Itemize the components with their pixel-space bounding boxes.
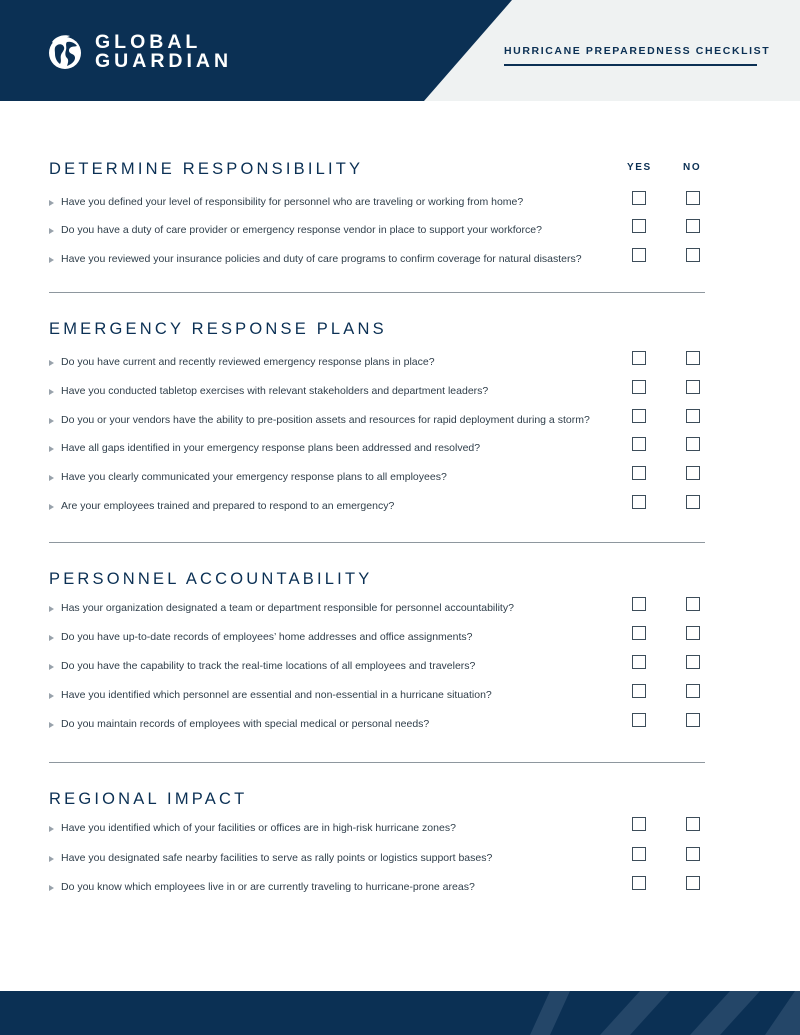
bullet-arrow-icon xyxy=(49,200,54,206)
page-footer xyxy=(0,991,800,1035)
no-checkbox[interactable] xyxy=(686,380,700,394)
no-checkbox[interactable] xyxy=(686,466,700,480)
yes-checkbox[interactable] xyxy=(632,597,646,611)
bullet-arrow-icon xyxy=(49,856,54,862)
question-row xyxy=(49,822,705,842)
no-checkbox[interactable] xyxy=(686,655,700,669)
no-checkbox[interactable] xyxy=(686,626,700,640)
yes-checkbox[interactable] xyxy=(632,191,646,205)
yes-checkbox[interactable] xyxy=(632,713,646,727)
question-row xyxy=(49,414,705,434)
question-text: Have you identified which of your facilities or offices are in high-risk hurricane zones? xyxy=(61,822,456,834)
no-checkbox[interactable] xyxy=(686,597,700,611)
question-row xyxy=(49,253,705,273)
question-text: Do you or your vendors have the ability to pre-position assets and resources for rapid deployment during a storm? xyxy=(61,414,590,426)
bullet-arrow-icon xyxy=(49,885,54,891)
question-row xyxy=(49,602,705,622)
question-text: Have you designated safe nearby facilities to serve as rally points or logistics support bases? xyxy=(61,852,493,864)
no-checkbox[interactable] xyxy=(686,248,700,262)
bullet-arrow-icon xyxy=(49,664,54,670)
no-checkbox[interactable] xyxy=(686,713,700,727)
question-text: Do you have up-to-date records of employees’ home addresses and office assignments? xyxy=(61,631,473,643)
question-text: Have you conducted tabletop exercises with relevant stakeholders and department leaders? xyxy=(61,385,489,397)
question-text: Do you have the capability to track the real-time locations of all employees and travelers? xyxy=(61,660,476,672)
no-checkbox[interactable] xyxy=(686,495,700,509)
no-checkbox[interactable] xyxy=(686,351,700,365)
bullet-arrow-icon xyxy=(49,389,54,395)
question-row xyxy=(49,196,705,216)
question-row xyxy=(49,852,705,872)
question-row xyxy=(49,385,705,405)
yes-checkbox[interactable] xyxy=(632,409,646,423)
footer-stripe xyxy=(765,991,800,1035)
no-checkbox[interactable] xyxy=(686,437,700,451)
no-checkbox[interactable] xyxy=(686,876,700,890)
bullet-arrow-icon xyxy=(49,606,54,612)
yes-checkbox[interactable] xyxy=(632,351,646,365)
page-header xyxy=(0,0,800,101)
no-checkbox[interactable] xyxy=(686,219,700,233)
section-title: PERSONNEL ACCOUNTABILITY xyxy=(49,570,373,588)
brand-name-line2: GUARDIAN xyxy=(95,50,233,72)
no-checkbox[interactable] xyxy=(686,409,700,423)
footer-stripe xyxy=(530,991,570,1035)
bullet-arrow-icon xyxy=(49,475,54,481)
bullet-arrow-icon xyxy=(49,446,54,452)
bullet-arrow-icon xyxy=(49,504,54,510)
section-divider xyxy=(49,292,705,293)
bullet-arrow-icon xyxy=(49,257,54,263)
globe-icon xyxy=(47,32,83,72)
footer-stripe xyxy=(600,991,670,1035)
yes-checkbox[interactable] xyxy=(632,684,646,698)
question-row xyxy=(49,500,705,520)
document-title: HURRICANE PREPAREDNESS CHECKLIST xyxy=(504,45,757,66)
yes-checkbox[interactable] xyxy=(632,876,646,890)
question-text: Are your employees trained and prepared to respond to an emergency? xyxy=(61,500,395,512)
yes-checkbox[interactable] xyxy=(632,219,646,233)
yes-checkbox[interactable] xyxy=(632,626,646,640)
section-title: REGIONAL IMPACT xyxy=(49,790,248,808)
question-text: Have you reviewed your insurance policies and duty of care programs to confirm coverage for natural disasters? xyxy=(61,253,582,265)
no-checkbox[interactable] xyxy=(686,817,700,831)
question-text: Have you identified which personnel are essential and non-essential in a hurricane situation? xyxy=(61,689,492,701)
question-row xyxy=(49,356,705,376)
question-text: Do you have a duty of care provider or emergency response vendor in place to support your workforce? xyxy=(61,224,542,236)
question-row xyxy=(49,442,705,462)
yes-checkbox[interactable] xyxy=(632,495,646,509)
footer-stripe xyxy=(690,991,760,1035)
question-row xyxy=(49,881,705,901)
question-row xyxy=(49,471,705,491)
section-title: DETERMINE RESPONSIBILITY xyxy=(49,160,364,178)
bullet-arrow-icon xyxy=(49,360,54,366)
no-checkbox[interactable] xyxy=(686,847,700,861)
section-divider xyxy=(49,762,705,763)
question-row xyxy=(49,660,705,680)
yes-checkbox[interactable] xyxy=(632,847,646,861)
yes-checkbox[interactable] xyxy=(632,437,646,451)
question-text: Do you maintain records of employees with special medical or personal needs? xyxy=(61,718,430,730)
question-row xyxy=(49,718,705,738)
question-text: Do you have current and recently reviewed emergency response plans in place? xyxy=(61,356,435,368)
yes-column-header: YES xyxy=(627,162,652,173)
question-text: Has your organization designated a team or department responsible for personnel accountability? xyxy=(61,602,514,614)
bullet-arrow-icon xyxy=(49,228,54,234)
question-text: Have all gaps identified in your emergency response plans been addressed and resolved? xyxy=(61,442,481,454)
bullet-arrow-icon xyxy=(49,722,54,728)
brand-name xyxy=(95,33,232,71)
bullet-arrow-icon xyxy=(49,418,54,424)
question-text: Have you defined your level of responsibility for personnel who are traveling or working from home? xyxy=(61,196,524,208)
section-title: EMERGENCY RESPONSE PLANS xyxy=(49,320,387,338)
bullet-arrow-icon xyxy=(49,635,54,641)
question-row xyxy=(49,631,705,651)
question-text: Do you know which employees live in or are currently traveling to hurricane-prone areas? xyxy=(61,881,475,893)
bullet-arrow-icon xyxy=(49,826,54,832)
yes-checkbox[interactable] xyxy=(632,817,646,831)
no-checkbox[interactable] xyxy=(686,684,700,698)
yes-checkbox[interactable] xyxy=(632,655,646,669)
section-divider xyxy=(49,542,705,543)
brand-name-line1: GLOBAL xyxy=(95,31,202,53)
no-column-header: NO xyxy=(683,162,702,173)
yes-checkbox[interactable] xyxy=(632,380,646,394)
no-checkbox[interactable] xyxy=(686,191,700,205)
yes-checkbox[interactable] xyxy=(632,466,646,480)
bullet-arrow-icon xyxy=(49,693,54,699)
brand-logo xyxy=(47,32,232,72)
yes-checkbox[interactable] xyxy=(632,248,646,262)
question-text: Have you clearly communicated your emergency response plans to all employees? xyxy=(61,471,447,483)
question-row xyxy=(49,224,705,244)
question-row xyxy=(49,689,705,709)
